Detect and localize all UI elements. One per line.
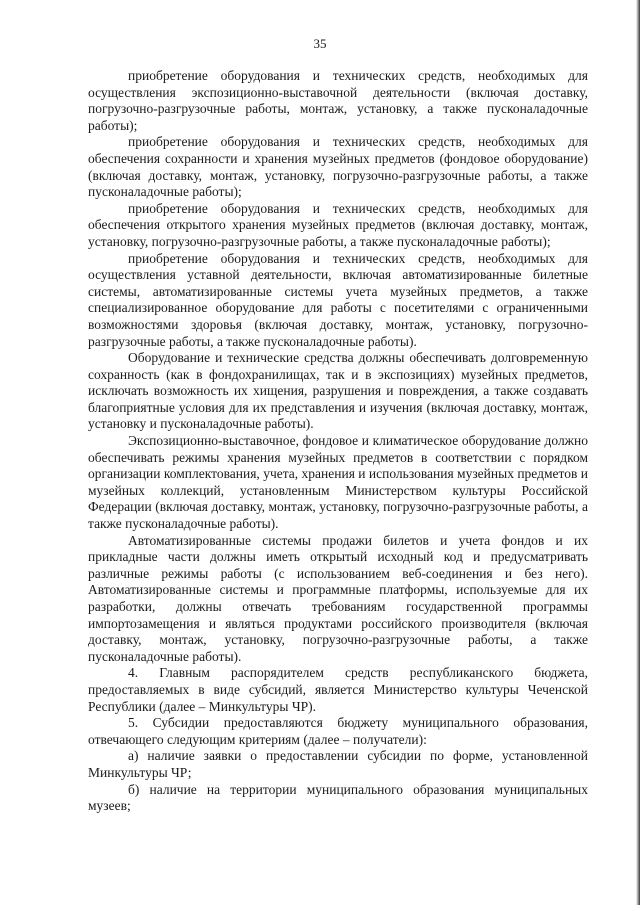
paragraph-equipment-statutory: приобретение оборудования и технических средств, необходимых для осуществления уставной деятельности, включая автоматизированные билетные системы, автоматизированные системы учета музейных предметов, а также специализированное оборудование для работы с посетителями с ограниченными возможностями здоровья (включая доставку, монтаж, установку, погрузочно-разгрузочные работы, а также пусконаладочные работы). (88, 250, 588, 349)
paragraph-item-5: 5. Субсидии предоставляются бюджету муниципального образования, отвечающего следующим критериям (далее – получатели): (88, 715, 588, 747)
paragraph-item-5a: а) наличие заявки о предоставлении субсидии по форме, установленной Минкультуры ЧР; (88, 748, 588, 780)
paragraph-equipment-exhibition: приобретение оборудования и технических средств, необходимых для осуществления экспозиционно-выставочной деятельности (включая доставку, погрузочно-разгрузочные работы, монтаж, установку, а также пусконаладочные работы); (88, 68, 588, 133)
paragraph-item-4: 4. Главным распорядителем средств республиканского бюджета, предоставляемых в виде субсидий, является Министерство культуры Чеченской Республики (далее – Минкультуры ЧР). (88, 665, 588, 714)
paragraph-item-5b: б) наличие на территории муниципального образования муниципальных музеев; (88, 781, 588, 814)
paragraph-automated-systems: Автоматизированные системы продажи билетов и учета фондов и их прикладные части должны иметь открытый исходный код и предусматривать различные режимы работы (с использованием веб-соединения и без него). Автоматизированные системы и программные платформы, используемые для их разработки, должны отвечать требованиям государственной программы импортозамещения и являться продуктами российского производителя (включая доставку, монтаж, установку, погрузочно-разгрузочные работы, а также пусконаладочные работы). (88, 532, 588, 664)
paragraph-climate-equipment: Экспозиционно-выставочное, фондовое и климатическое оборудование должно обеспечивать режимы хранения музейных предметов в соответствии с порядком организации комплектования, учета, хранения и использования музейных предметов и музейных коллекций, установленным Министерством культуры Российской Федерации (включая доставку, монтаж, установку, погрузочно-разгрузочные работы, а также пусконаладочные работы). (88, 433, 588, 532)
paragraph-equipment-storage: приобретение оборудования и технических средств, необходимых для обеспечения сохранности и хранения музейных предметов (фондовое оборудование) (включая доставку, монтаж, установку, погрузочно-разгрузочные работы, а также пусконаладочные работы); (88, 134, 588, 200)
paragraph-equipment-requirements: Оборудование и технические средства должны обеспечивать долговременную сохранность (как в фондохранилищах, так и в экспозициях) музейных предметов, исключать возможность их хищения, разрушения и повреждения, а также создавать благоприятные условия для их представления и изучения (включая доставку, монтаж, установку и пусконаладочные работы). (88, 350, 588, 432)
scan-edge-shadow (636, 0, 640, 905)
page-number: 35 (313, 36, 327, 51)
paragraph-equipment-open-storage: приобретение оборудования и технических средств, необходимых для обеспечения открытого хранения музейных предметов (включая доставку, монтаж, установку, погрузочно-разгрузочные работы, а также пусконаладочные работы); (88, 200, 588, 249)
document-body (88, 68, 588, 815)
